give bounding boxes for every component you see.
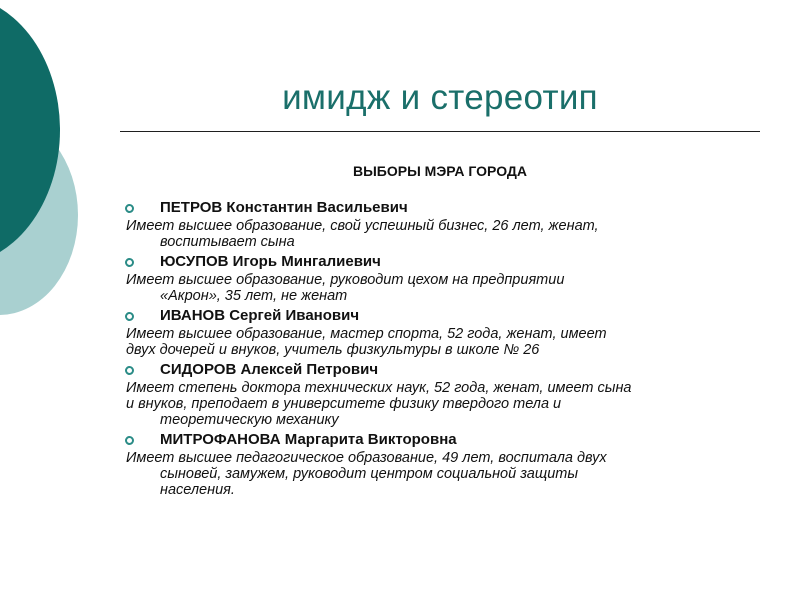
candidate-name-text: СИДОРОВ Алексей Петрович — [160, 361, 379, 378]
description-line: населения. — [160, 482, 235, 498]
description-line: «Акрон», 35 лет, не женат — [160, 288, 348, 304]
candidate-description — [124, 272, 764, 304]
description-line: Имеет степень доктора технических наук, 52 года, женат, имеет сына — [126, 380, 632, 396]
candidate-name-text: ПЕТРОВ Константин Васильевич — [160, 199, 408, 216]
ring-bullet-icon — [125, 366, 134, 375]
ring-bullet-icon — [125, 436, 134, 445]
slide-subtitle: ВЫБОРЫ МЭРА ГОРОДА — [352, 163, 527, 179]
candidate-description — [124, 380, 764, 428]
description-line: Имеет высшее образование, руководит цехом на предприятии — [126, 272, 565, 288]
description-line: Имеет высшее образование, мастер спорта, 52 года, женат, имеет — [126, 326, 607, 342]
candidate-name — [124, 307, 764, 325]
ring-bullet-icon — [125, 204, 134, 213]
description-line: двух дочерей и внуков, учитель физкультуры в школе № 26 — [126, 342, 540, 358]
description-line: Имеет высшее образование, свой успешный бизнес, 26 лет, женат, — [126, 218, 599, 234]
description-line: и внуков, преподает в университете физику твердого тела и — [126, 396, 562, 412]
description-line: воспитывает сына — [160, 234, 295, 250]
candidate-name — [124, 361, 764, 379]
candidate-description — [124, 218, 764, 250]
candidate-name — [124, 253, 764, 271]
candidate-name-text: ЮСУПОВ Игорь Мингалиевич — [160, 253, 381, 270]
candidate-name — [124, 199, 764, 217]
candidate-name-text: МИТРОФАНОВА Маргарита Викторовна — [160, 431, 457, 448]
ring-bullet-icon — [125, 312, 134, 321]
candidate-name-text: ИВАНОВ Сергей Иванович — [160, 307, 360, 324]
candidate-name — [124, 431, 764, 449]
candidate-description — [124, 326, 764, 358]
slide-title: имидж и стереотип — [282, 78, 598, 117]
title-divider — [120, 131, 760, 132]
candidate-description — [124, 450, 764, 498]
description-line: теоретическую механику — [160, 412, 339, 428]
candidate-list — [124, 196, 764, 498]
ring-bullet-icon — [125, 258, 134, 267]
description-line: Имеет высшее педагогическое образование, 49 лет, воспитала двух — [126, 450, 607, 466]
description-line: сыновей, замужем, руководит центром социальной защиты — [160, 466, 579, 482]
